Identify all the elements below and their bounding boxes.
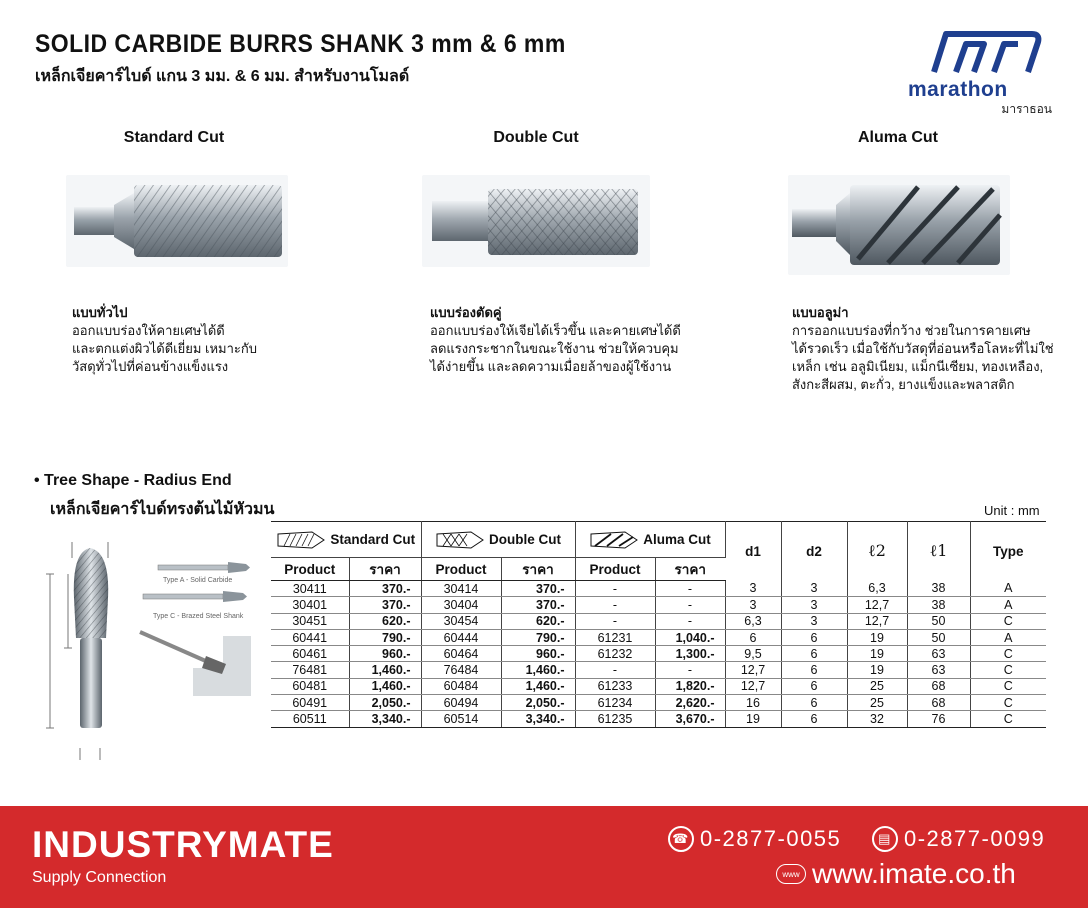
double-cut-burr-icon [435, 531, 485, 549]
table-cell: 6 [781, 678, 847, 694]
table-cell: 38 [907, 597, 970, 613]
website-url: www.imate.co.th [812, 858, 1016, 889]
double-cut-header: Double Cut [489, 532, 561, 547]
table-cell: 50 [907, 613, 970, 629]
table-cell: C [970, 711, 1046, 727]
marathon-logo [906, 28, 1056, 118]
table-body [271, 581, 1046, 728]
table-cell: 61235 [575, 711, 655, 727]
tree-shape-diagram [28, 528, 268, 778]
footer-tagline: Supply Connection [32, 869, 167, 886]
page-title: SOLID CARBIDE BURRS SHANK 3 mm & 6 mm [35, 30, 566, 58]
double-cut-burr-image [422, 175, 650, 267]
desc-line: วัสดุทั่วไปที่ค่อนข้างแข็งแรง [72, 359, 229, 374]
standard-cut-header: Standard Cut [330, 532, 416, 547]
table-cell: A [970, 581, 1046, 597]
aluma-cut-burr-image [788, 175, 1010, 275]
table-cell: 620.- [349, 613, 421, 629]
standard-cut-burr-icon [276, 531, 326, 549]
table-cell: 60481 [271, 678, 349, 694]
desc-line: เหล็ก เช่น อลูมิเนียม, แม็กนีเซียม, ทองเหลือง, [792, 359, 1044, 374]
product-subheader: Product [575, 558, 655, 581]
table-cell: C [970, 678, 1046, 694]
d1-header: d1 [725, 522, 781, 581]
desc-line: การออกแบบร่องที่กว้าง ช่วยในการคายเศษ [792, 323, 1031, 338]
double-cut-column-group [421, 522, 575, 558]
table-row [271, 597, 1046, 613]
table-row [271, 581, 1046, 597]
aluma-cut-description [792, 304, 1082, 394]
aluma-cut-burr-icon [589, 531, 639, 549]
table-cell: C [970, 646, 1046, 662]
table-cell: 50 [907, 629, 970, 645]
table-cell: 60464 [421, 646, 501, 662]
standard-cut-column-group [271, 522, 421, 558]
table-cell: 61232 [575, 646, 655, 662]
table-cell: 12,7 [725, 678, 781, 694]
table-cell: 370.- [349, 597, 421, 613]
table-cell: 2,050.- [501, 695, 575, 711]
price-subheader: ราคา [655, 558, 725, 581]
table-cell: 76484 [421, 662, 501, 678]
table-cell: 12,7 [847, 597, 907, 613]
table-cell: A [970, 597, 1046, 613]
table-cell: 60491 [271, 695, 349, 711]
phone-number: 0-2877-0055 [700, 826, 842, 851]
table-cell: 1,820.- [655, 678, 725, 694]
double-cut-title: Double Cut [493, 129, 579, 146]
table-cell: 61234 [575, 695, 655, 711]
table-cell: 30414 [421, 581, 501, 597]
table-cell: 61231 [575, 629, 655, 645]
marathon-logo-mark-icon [906, 28, 1056, 78]
double-cut-desc-title: แบบร่องตัดคู่ [430, 305, 502, 320]
section-subheading: เหล็กเจียคาร์ไบด์ทรงต้นไม้หัวมน [50, 501, 275, 518]
table-cell: 3 [781, 597, 847, 613]
double-cut-description [430, 304, 720, 376]
table-cell: 25 [847, 695, 907, 711]
aluma-cut-title: Aluma Cut [858, 129, 938, 146]
table-cell: 3,340.- [349, 711, 421, 727]
table-cell: 6 [781, 711, 847, 727]
table-cell: 6,3 [725, 613, 781, 629]
unit-label: Unit : mm [984, 503, 1040, 518]
website-link[interactable] [776, 858, 1016, 890]
table-cell: 3,670.- [655, 711, 725, 727]
phone-icon: ☎ [668, 826, 694, 852]
table-row [271, 662, 1046, 678]
standard-cut-title: Standard Cut [123, 129, 225, 146]
table-cell: 60484 [421, 678, 501, 694]
table-cell: - [575, 581, 655, 597]
table-cell: 1,460.- [501, 678, 575, 694]
table-cell: 3,340.- [501, 711, 575, 727]
table-cell: 63 [907, 646, 970, 662]
desc-line: ออกแบบร่องให้เจียได้เร็วขึ้น และคายเศษได้ดี [430, 323, 681, 338]
table-cell: 1,040.- [655, 629, 725, 645]
table-cell: 19 [725, 711, 781, 727]
standard-cut-desc-title: แบบทั่วไป [72, 305, 128, 320]
table-cell: - [575, 613, 655, 629]
standard-cut-description [72, 304, 362, 376]
table-cell: 16 [725, 695, 781, 711]
footer-banner [0, 806, 1088, 908]
web-globe-icon: www [776, 864, 806, 884]
table-cell: 60461 [271, 646, 349, 662]
desc-line: ออกแบบร่องให้คายเศษได้ดี [72, 323, 225, 338]
table-cell: 6 [781, 662, 847, 678]
table-cell: A [970, 629, 1046, 645]
table-cell: 60511 [271, 711, 349, 727]
aluma-cut-header: Aluma Cut [643, 532, 711, 547]
table-cell: 370.- [501, 597, 575, 613]
table-cell: 370.- [349, 581, 421, 597]
table-cell: 6 [781, 695, 847, 711]
table-cell: 3 [781, 581, 847, 597]
table-cell: 790.- [501, 629, 575, 645]
aluma-cut-column-group [575, 522, 725, 558]
fax-number: 0-2877-0099 [904, 826, 1046, 851]
table-cell: 1,460.- [501, 662, 575, 678]
desc-line: ได้รวดเร็ว เมื่อใช้กับวัสดุที่อ่อนหรือโลหะที่ไม่ใช่ [792, 341, 1054, 356]
table-cell: 1,460.- [349, 678, 421, 694]
table-row [271, 629, 1046, 645]
table-cell: 620.- [501, 613, 575, 629]
logo-thai-name: มาราธอน [1001, 102, 1052, 116]
table-cell: 790.- [349, 629, 421, 645]
aluma-cut-desc-title: แบบอลูม่า [792, 305, 849, 320]
table-cell: C [970, 695, 1046, 711]
table-cell: 60444 [421, 629, 501, 645]
product-subheader: Product [271, 558, 349, 581]
table-cell: 76 [907, 711, 970, 727]
desc-line: สังกะสีผสม, ตะกั่ว, ยางแข็งและพลาสติก [792, 377, 1015, 392]
price-subheader: ราคา [349, 558, 421, 581]
fax-contact[interactable] [872, 826, 1045, 852]
table-cell: 60514 [421, 711, 501, 727]
table-cell: 76481 [271, 662, 349, 678]
product-subheader: Product [421, 558, 501, 581]
table-cell: 3 [781, 613, 847, 629]
table-cell: 12,7 [847, 613, 907, 629]
table-row [271, 646, 1046, 662]
table-cell: 60494 [421, 695, 501, 711]
table-cell: - [655, 662, 725, 678]
table-cell: 6 [781, 629, 847, 645]
table-cell: 9,5 [725, 646, 781, 662]
type-header: Type [970, 522, 1046, 581]
desc-line: ได้ง่ายขึ้น และลดความเมื่อยล้าของผู้ใช้งาน [430, 359, 672, 374]
table-row [271, 711, 1046, 727]
table-cell: 6 [781, 646, 847, 662]
price-subheader: ราคา [501, 558, 575, 581]
page-subtitle: เหล็กเจียคาร์ไบด์ แกน 3 มม. & 6 มม. สำหรับงานโมลด์ [35, 68, 410, 85]
table-cell: 68 [907, 678, 970, 694]
table-row [271, 613, 1046, 629]
table-cell: 19 [847, 662, 907, 678]
table-cell: 25 [847, 678, 907, 694]
table-cell: - [655, 581, 725, 597]
desc-line: ลดแรงกระชากในขณะใช้งาน ช่วยให้ควบคุม [430, 341, 679, 356]
table-cell: 6,3 [847, 581, 907, 597]
table-cell: 3 [725, 581, 781, 597]
table-cell: 30411 [271, 581, 349, 597]
table-cell: 19 [847, 629, 907, 645]
table-cell: 2,620.- [655, 695, 725, 711]
table-cell: 1,460.- [349, 662, 421, 678]
section-heading: • Tree Shape - Radius End [34, 472, 232, 489]
table-header-row [271, 522, 1046, 558]
table-cell: - [575, 662, 655, 678]
logo-wordmark: marathon [908, 78, 1008, 101]
table-row [271, 695, 1046, 711]
table-cell: C [970, 662, 1046, 678]
table-cell: 61233 [575, 678, 655, 694]
phone-contact[interactable] [668, 826, 841, 852]
table-cell: 30454 [421, 613, 501, 629]
table-cell: 30404 [421, 597, 501, 613]
table-cell: 30451 [271, 613, 349, 629]
type-c-label: Type C - Brazed Steel Shank [153, 613, 244, 620]
table-cell: 30401 [271, 597, 349, 613]
desc-line: และตกแต่งผิวได้ดีเยี่ยม เหมาะกับ [72, 341, 257, 356]
type-a-label: Type A - Solid Carbide [163, 577, 233, 584]
footer-brand: INDUSTRYMATE [32, 824, 334, 865]
table-cell: 12,7 [725, 662, 781, 678]
specs-table [271, 521, 1046, 728]
section-heading-text: Tree Shape - Radius End [44, 472, 232, 489]
standard-cut-burr-image [66, 175, 288, 267]
l2-header: ℓ2 [847, 522, 907, 581]
table-cell: 960.- [349, 646, 421, 662]
table-cell: 3 [725, 597, 781, 613]
table-cell: C [970, 613, 1046, 629]
table-row [271, 678, 1046, 694]
table-cell: 60441 [271, 629, 349, 645]
table-cell: - [655, 597, 725, 613]
table-cell: 1,300.- [655, 646, 725, 662]
table-cell: 6 [725, 629, 781, 645]
table-cell: 38 [907, 581, 970, 597]
table-cell: 32 [847, 711, 907, 727]
table-cell: - [655, 613, 725, 629]
d2-header: d2 [781, 522, 847, 581]
table-cell: 960.- [501, 646, 575, 662]
table-cell: 370.- [501, 581, 575, 597]
table-cell: 19 [847, 646, 907, 662]
table-cell: 63 [907, 662, 970, 678]
l1-header: ℓ1 [907, 522, 970, 581]
table-cell: - [575, 597, 655, 613]
table-cell: 68 [907, 695, 970, 711]
fax-icon: ▤ [872, 826, 898, 852]
table-cell: 2,050.- [349, 695, 421, 711]
